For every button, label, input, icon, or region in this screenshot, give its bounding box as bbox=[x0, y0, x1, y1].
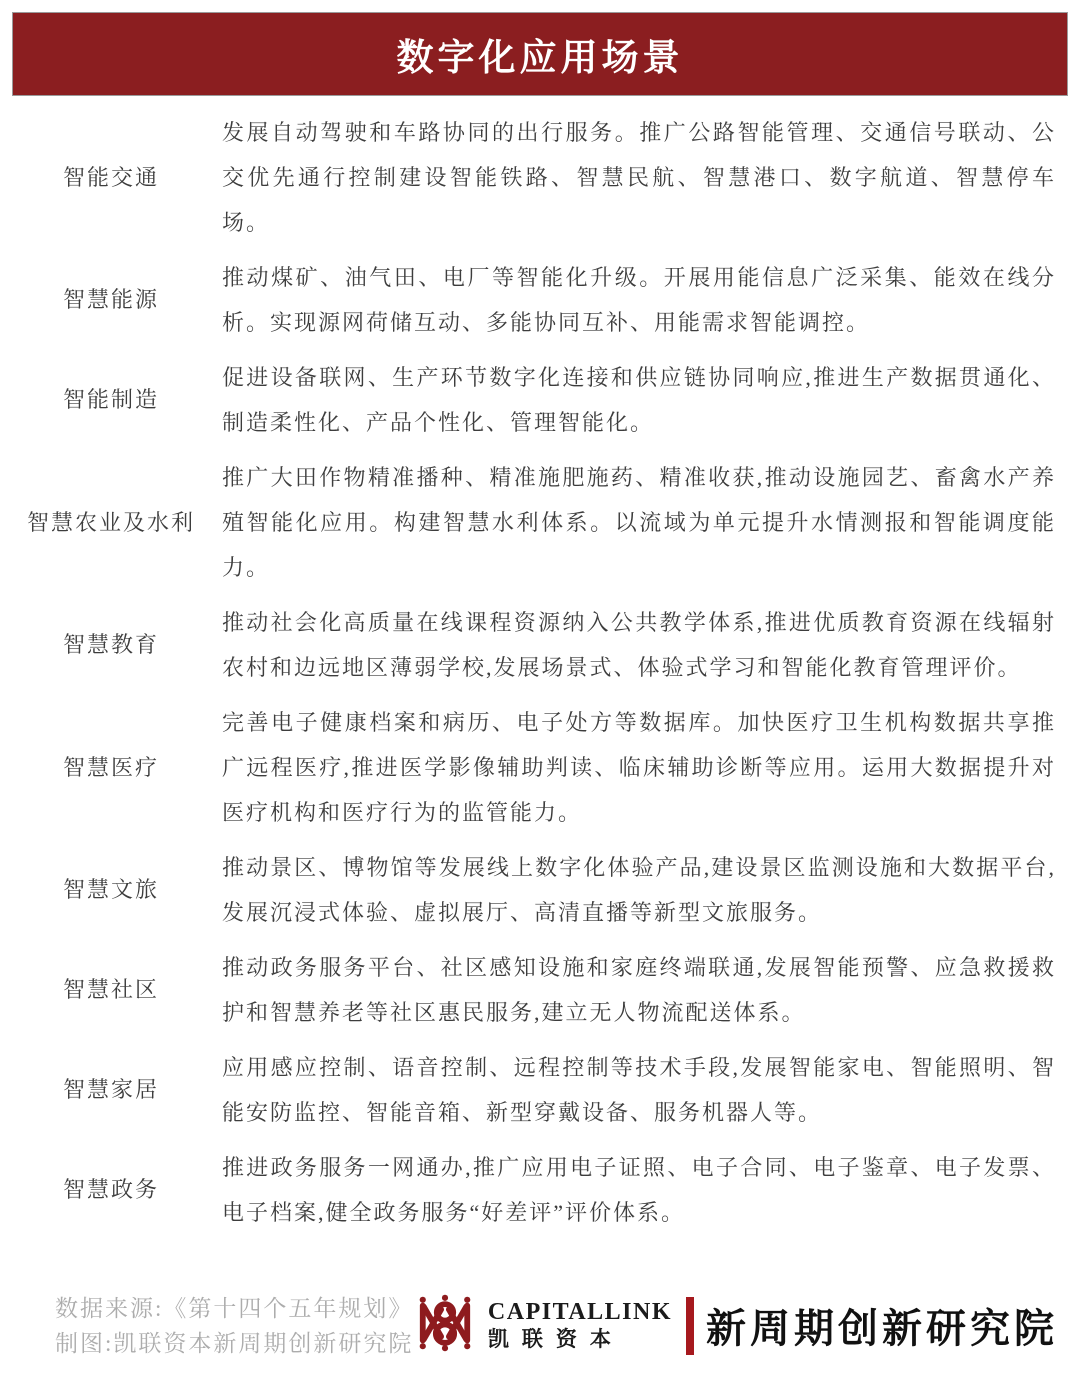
table-row bbox=[0, 455, 1056, 590]
table-row bbox=[0, 255, 1056, 345]
scenario-label: 智慧能源 bbox=[62, 287, 159, 312]
scenario-description: 发展自动驾驶和车路协同的出行服务。推广公路智能管理、交通信号联动、公交优先通行控制建设智能铁路、智慧民航、智慧港口、数字航道、智慧停车场。 bbox=[222, 120, 1056, 235]
capitallink-knot-icon bbox=[416, 1288, 474, 1363]
header-bar bbox=[12, 12, 1068, 96]
scenario-label: 智慧农业及水利 bbox=[26, 509, 195, 535]
brand-name-cn: 凯联资本 bbox=[487, 1326, 624, 1351]
scenario-label: 智慧医疗 bbox=[62, 754, 159, 780]
source-line: 数据来源:《第十四个五年规划》 bbox=[55, 1295, 414, 1321]
scenario-description: 推动政务服务平台、社区感知设施和家庭终端联通,发展智能预警、应急救援救护和智慧养老等社区惠民服务,建立无人物流配送体系。 bbox=[222, 955, 1056, 1025]
scenario-label: 智慧家居 bbox=[62, 1077, 159, 1102]
footer bbox=[0, 1282, 1080, 1389]
source-note bbox=[55, 1291, 413, 1361]
scenario-label: 智慧文旅 bbox=[62, 877, 159, 902]
credit-line: 制图:凯联资本新周期创新研究院 bbox=[55, 1330, 414, 1356]
table-row bbox=[0, 110, 1056, 245]
scenario-description: 推动煤矿、油气田、电厂等智能化升级。开展用能信息广泛采集、能效在线分析。实现源网荷储互动、多能协同互补、用能需求智能调控。 bbox=[222, 265, 1056, 335]
table-row bbox=[0, 355, 1056, 445]
scenario-label: 智能制造 bbox=[62, 387, 159, 412]
scenario-description: 推动景区、博物馆等发展线上数字化体验产品,建设景区监测设施和大数据平台,发展沉浸式体验、虚拟展厅、高清直播等新型文旅服务。 bbox=[222, 855, 1056, 925]
scenario-description: 促进设备联网、生产环节数字化连接和供应链协同响应,推进生产数据贯通化、制造柔性化、产品个性化、管理智能化。 bbox=[222, 365, 1056, 435]
scenario-label: 智慧教育 bbox=[62, 632, 159, 657]
scenario-label: 智能交通 bbox=[62, 164, 159, 190]
scenario-description: 应用感应控制、语音控制、远程控制等技术手段,发展智能家电、智能照明、智能安防监控、智能音箱、新型穿戴设备、服务机器人等。 bbox=[222, 1055, 1056, 1125]
institute-name: 新周期创新研究院 bbox=[706, 1306, 1058, 1351]
scenario-description: 推进政务服务一网通办,推广应用电子证照、电子合同、电子鉴章、电子发票、电子档案,健全政务服务“好差评”评价体系。 bbox=[222, 1155, 1056, 1225]
scenario-table bbox=[0, 96, 1080, 1282]
table-row bbox=[0, 945, 1056, 1035]
page-title: 数字化应用场景 bbox=[396, 36, 684, 79]
scenario-description: 推动社会化高质量在线课程资源纳入公共教学体系,推进优质教育资源在线辐射农村和边远地区薄弱学校,发展场景式、体验式学习和智能化教育管理评价。 bbox=[222, 610, 1056, 680]
table-row bbox=[0, 845, 1056, 935]
scenario-description: 完善电子健康档案和病历、电子处方等数据库。加快医疗卫生机构数据共享推广远程医疗,推进医学影像辅助判读、临床辅助诊断等应用。运用大数据提升对医疗机构和医疗行为的监管能力。 bbox=[222, 710, 1056, 825]
logo-divider bbox=[686, 1297, 694, 1355]
scenario-label: 智慧政务 bbox=[62, 1177, 159, 1202]
scenario-label: 智慧社区 bbox=[62, 977, 159, 1002]
scenario-description: 推广大田作物精准播种、精准施肥施药、精准收获,推动设施园艺、畜禽水产养殖智能化应用。构建智慧水利体系。以流域为单元提升水情测报和智能调度能力。 bbox=[222, 465, 1056, 580]
table-row bbox=[0, 600, 1056, 690]
brand-logo bbox=[416, 1288, 1058, 1363]
table-row bbox=[0, 1145, 1056, 1235]
brand-name-en: CAPITALLINK bbox=[487, 1298, 672, 1325]
table-row bbox=[0, 700, 1056, 835]
brand-names bbox=[488, 1299, 672, 1353]
table-row bbox=[0, 1045, 1056, 1135]
